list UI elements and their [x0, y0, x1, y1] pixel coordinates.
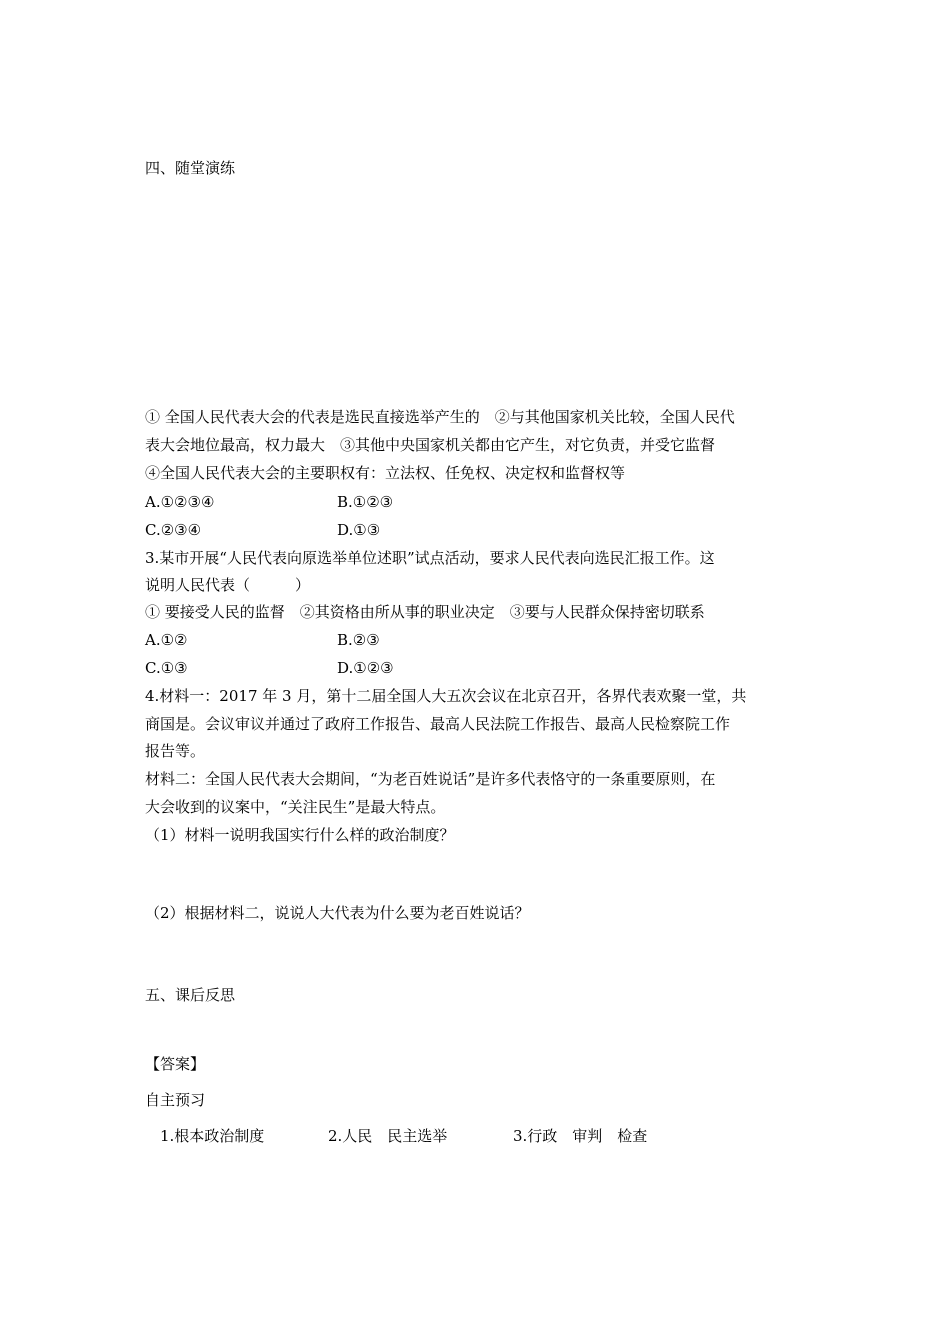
- q2-option-b: B.①②③: [337, 493, 394, 511]
- answer-item-3: 3.行政 审判 检查: [513, 1127, 648, 1145]
- q3-option-a: A.①②: [145, 631, 188, 649]
- q4-material2-line-2: 大会收到的议案中，“关注民生”是最大特点。: [145, 798, 446, 816]
- section-5-heading: 五、课后反思: [145, 986, 236, 1004]
- q3-option-b: B.②③: [337, 631, 380, 649]
- answers-heading: 【答案】: [145, 1055, 206, 1073]
- answer-item-1: 1.根本政治制度: [160, 1127, 265, 1145]
- q2-option-d: D.①③: [337, 521, 381, 539]
- q3-stem-line-2: 说明人民代表（ ）: [145, 576, 311, 594]
- q4-sub-question-2: （2）根据材料二，说说人大代表为什么要为老百姓说话？: [145, 904, 530, 922]
- answer-item-2: 2.人民 民主选举: [328, 1127, 448, 1145]
- q4-material2-line-1: 材料二：全国人民代表大会期间，“为老百姓说话”是许多代表恪守的一条重要原则，在: [145, 770, 716, 788]
- q4-material1-line-3: 报告等。: [145, 742, 206, 760]
- section-4-heading: 四、随堂演练: [145, 159, 236, 177]
- q3-stem-line-1: 3.某市开展“人民代表向原选举单位述职”试点活动，要求人民代表向选民汇报工作。这: [145, 549, 715, 567]
- answers-subheading: 自主预习: [145, 1091, 206, 1109]
- q3-option-c: C.①③: [145, 659, 188, 677]
- q2-statement-line-3: ④全国人民代表大会的主要职权有：立法权、任免权、决定权和监督权等: [145, 464, 626, 482]
- q4-material1-line-1: 4.材料一：2017 年 3 月，第十二届全国人大五次会议在北京召开，各界代表欢聚一堂，共: [145, 687, 747, 705]
- q3-statements: ① 要接受人民的监督 ②其资格由所从事的职业决定 ③要与人民群众保持密切联系: [145, 603, 705, 621]
- q4-material1-line-2: 商国是。会议审议并通过了政府工作报告、最高人民法院工作报告、最高人民检察院工作: [145, 715, 731, 733]
- q4-sub-question-1: （1）材料一说明我国实行什么样的政治制度？: [145, 826, 455, 844]
- q3-option-d: D.①②③: [337, 659, 394, 677]
- q2-option-c: C.②③④: [145, 521, 202, 539]
- q2-statement-line-2: 表大会地位最高，权力最大 ③其他中央国家机关都由它产生，对它负责，并受它监督: [145, 436, 716, 454]
- q2-option-a: A.①②③④: [145, 493, 215, 511]
- q2-statement-line-1: ① 全国人民代表大会的代表是选民直接选举产生的 ②与其他国家机关比较，全国人民代: [145, 408, 735, 426]
